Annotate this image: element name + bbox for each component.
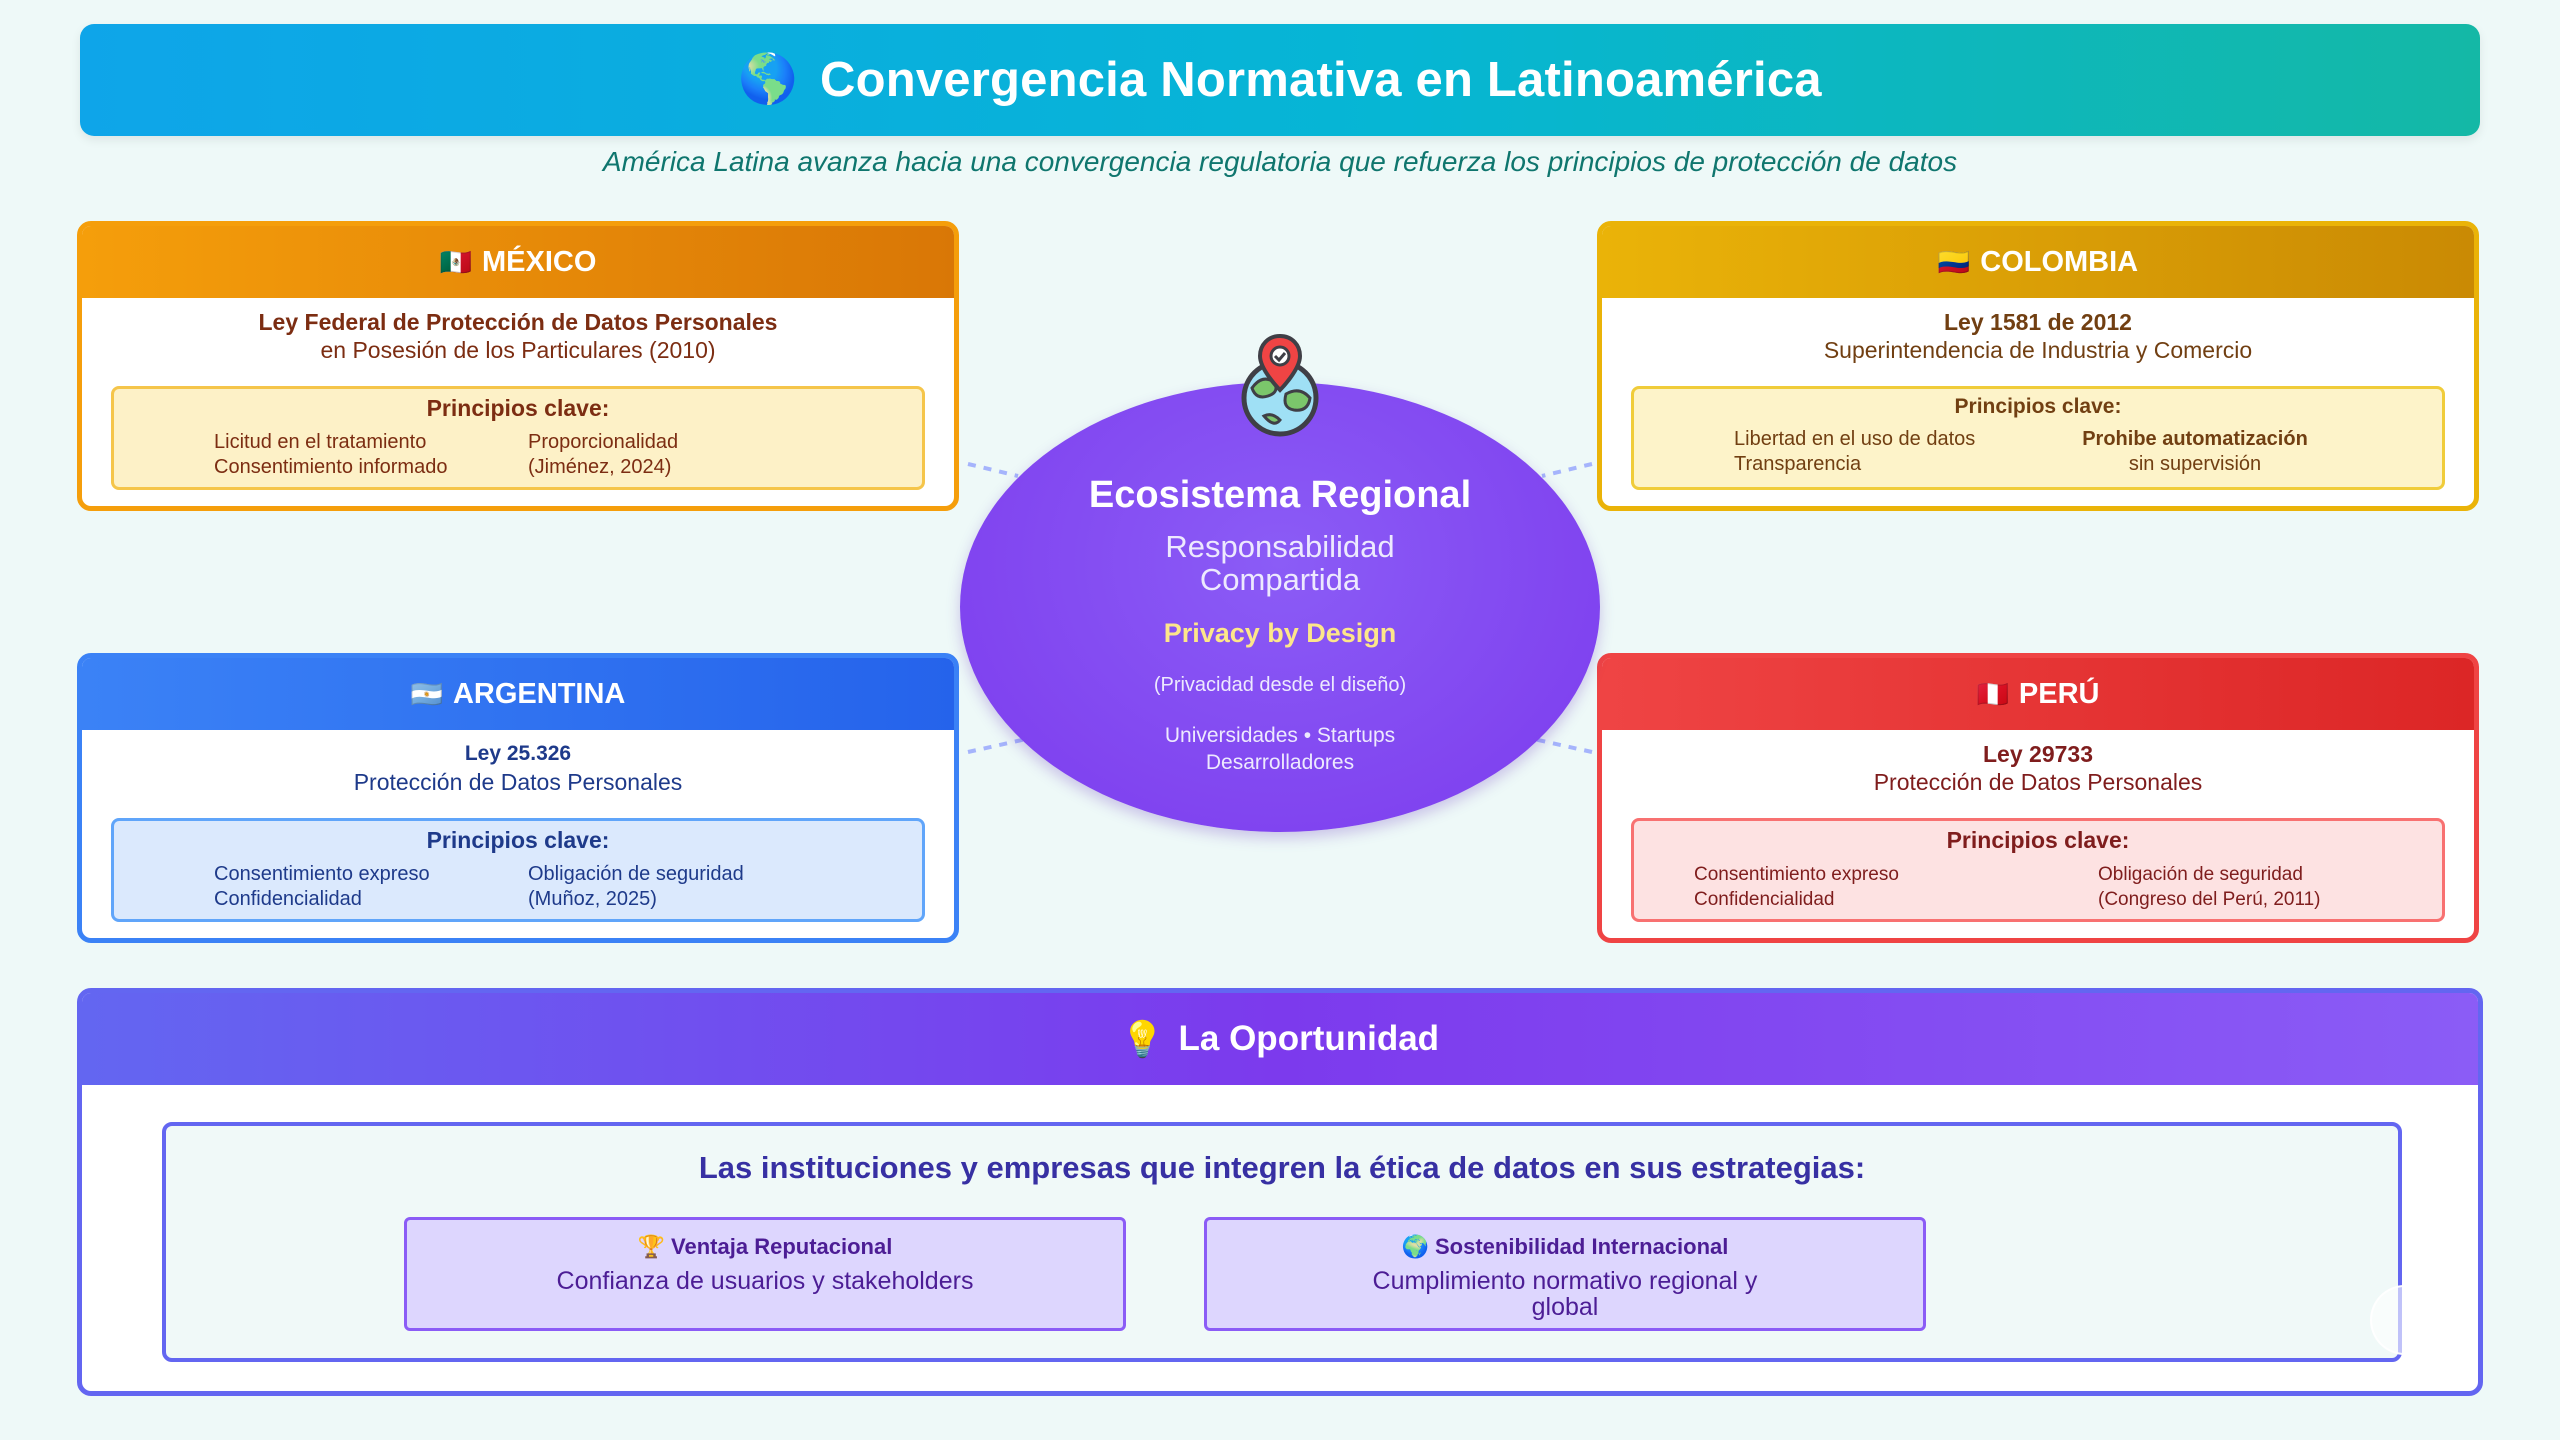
opportunity-title: La Oportunidad — [1178, 1019, 1440, 1058]
trophy-icon: 🏆 — [637, 1234, 666, 1259]
argentina-flag-icon: 🇦🇷 — [410, 678, 443, 709]
actors-line: Desarrolladores — [1205, 751, 1355, 774]
country-name: PERÚ — [2018, 677, 2100, 710]
globe-americas-icon: 🌎 — [738, 53, 798, 106]
country-card-argentina — [77, 653, 959, 943]
hub-subtitle — [960, 530, 1600, 596]
opportunity-content — [162, 1122, 2402, 1362]
principle-item: Proporcionalidad — [528, 431, 679, 453]
hub-title: Ecosistema Regional — [1088, 474, 1472, 516]
principles-box — [111, 386, 925, 490]
page-subtitle: América Latina avanza hacia una convergencia regulatoria que refuerza los principios de protección de datos — [602, 146, 1958, 177]
card-header — [82, 226, 954, 298]
country-name: MÉXICO — [481, 245, 597, 278]
principle-item: Transparencia — [1734, 453, 1862, 475]
card-header — [82, 658, 954, 730]
hub-actors — [960, 722, 1600, 776]
law-title: Ley 25.326 — [464, 742, 572, 765]
principle-item: Licitud en el tratamiento — [214, 431, 427, 453]
principle-item: sin supervisión — [2128, 453, 2262, 475]
principles-title: Principios clave: — [426, 827, 610, 853]
law-info — [1602, 308, 2474, 364]
citation: (Jiménez, 2024) — [528, 456, 672, 478]
benefit-title: Ventaja Reputacional — [671, 1234, 893, 1259]
actors-line: Universidades • Startups — [1164, 724, 1396, 747]
peru-flag-icon: 🇵🇪 — [1976, 678, 2009, 709]
principle-item: Consentimiento informado — [214, 456, 448, 478]
principles-box — [1631, 386, 2445, 490]
benefit-description: Cumplimiento normativo regional y global — [1372, 1267, 1758, 1321]
principle-item: Obligación de seguridad — [2098, 864, 2303, 885]
law-title: Ley Federal de Protección de Datos Personales — [258, 309, 778, 335]
citation: (Congreso del Perú, 2011) — [2098, 889, 2321, 910]
benefit-card — [1204, 1217, 1926, 1331]
law-title: Ley 29733 — [1983, 741, 2093, 767]
page-title: Convergencia Normativa en Latinoamérica — [820, 53, 1822, 107]
card-header — [1602, 658, 2474, 730]
principle-item: Prohibe automatización — [2082, 428, 2308, 450]
benefit-description: Confianza de usuarios y stakeholders — [556, 1267, 974, 1295]
principle-item: Obligación de seguridad — [528, 863, 744, 885]
opportunity-panel — [77, 988, 2483, 1396]
hub-subtitle-line: Responsabilidad — [1165, 529, 1395, 564]
law-info — [82, 308, 954, 364]
law-subtitle: Protección de Datos Personales — [353, 769, 683, 795]
globe-icon: 🌍 — [1401, 1234, 1429, 1259]
mexico-flag-icon: 🇲🇽 — [439, 246, 472, 277]
principles-title: Principios clave: — [426, 395, 610, 421]
hub-subtitle-line: Compartida — [1199, 562, 1361, 597]
principle-item: Confidencialidad — [214, 888, 362, 910]
law-info — [1602, 740, 2474, 796]
principles-box — [1631, 818, 2445, 922]
citation: (Muñoz, 2025) — [528, 888, 657, 910]
principles-title: Principios clave: — [1954, 395, 2122, 418]
country-card-colombia — [1597, 221, 2479, 511]
law-subtitle: en Posesión de los Particulares (2010) — [320, 337, 716, 363]
principle-item: Consentimiento expreso — [1694, 864, 1899, 885]
country-card-mexico — [77, 221, 959, 511]
law-info — [82, 740, 954, 796]
principles-title: Principios clave: — [1946, 827, 2130, 853]
country-name: ARGENTINA — [452, 677, 626, 710]
card-header — [1602, 226, 2474, 298]
privacy-by-design-label: Privacy by Design — [1163, 618, 1397, 648]
benefit-title: Sostenibilidad Internacional — [1435, 1234, 1729, 1259]
principle-item: Libertad en el uso de datos — [1734, 428, 1976, 450]
principle-item: Confidencialidad — [1694, 889, 1835, 910]
country-name: COLOMBIA — [1980, 245, 2139, 278]
colombia-flag-icon: 🇨🇴 — [1937, 246, 1971, 277]
law-title: Ley 1581 de 2012 — [1944, 309, 2132, 335]
principle-item: Consentimiento expreso — [214, 863, 430, 885]
law-subtitle: Protección de Datos Personales — [1873, 769, 2203, 795]
lightbulb-icon: 💡 — [1120, 1019, 1165, 1059]
regional-ecosystem-hub — [960, 382, 1600, 832]
country-card-peru — [1597, 653, 2479, 943]
principles-box — [111, 818, 925, 922]
opportunity-lead: Las instituciones y empresas que integren la ética de datos en sus estrategias: — [698, 1150, 1866, 1185]
opportunity-header — [82, 993, 2478, 1085]
globe-location-pin-icon — [1228, 330, 1332, 438]
benefit-card — [404, 1217, 1126, 1331]
law-subtitle: Superintendencia de Industria y Comercio — [1823, 337, 2253, 363]
privacy-translation: (Privacidad desde el diseño) — [1153, 674, 1407, 696]
watermark-logo — [2370, 1285, 2440, 1355]
